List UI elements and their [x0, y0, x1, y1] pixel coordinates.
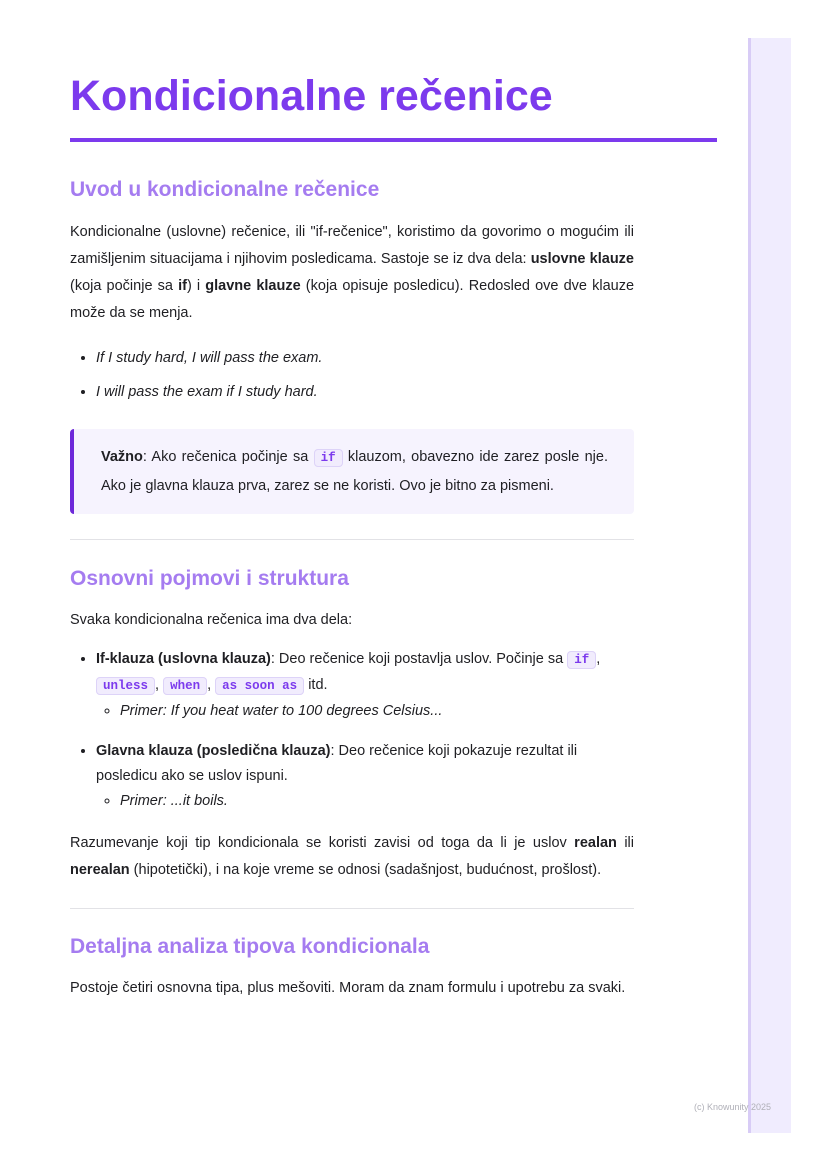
callout-label: Važno: [101, 449, 143, 465]
list-item: [96, 647, 634, 723]
page-title: Kondicionalne rečenice: [70, 72, 553, 120]
footer-copyright: (c) Knowunity 2025: [694, 1102, 772, 1112]
bold-term: if: [178, 278, 187, 294]
list-item: [120, 789, 634, 813]
text: (hipotetički), i na koje vreme se odnosi (sadašnjost, budućnost, prošlost).: [129, 862, 602, 878]
example-list: [70, 341, 634, 409]
sep: ,: [207, 677, 216, 693]
divider: [70, 908, 634, 909]
text: : Ako rečenica počinje sa: [142, 449, 314, 465]
analysis-paragraph: Postoje četiri osnovna tipa, plus mešoviti. Moram da znam formulu i upotrebu za svaki.: [70, 980, 626, 996]
text: klauzom, obavezno ide zarez posle nje. Ako je glavna klauza prva, zarez se ne koristi. Ovo je bitno za pismeni.: [101, 449, 608, 494]
example-text: Primer: ...it boils.: [120, 793, 228, 809]
code-when: when: [163, 677, 207, 695]
list-item: [96, 341, 634, 375]
clause-list: [70, 647, 634, 813]
bold-term: uslovne klauze: [530, 251, 634, 267]
important-callout: [70, 429, 634, 514]
sub-list: [96, 789, 634, 813]
text: Razumevanje koji tip kondicionala se koristi zavisi od toga da li je uslov: [70, 835, 575, 851]
text: ) i: [186, 278, 206, 294]
list-item: [96, 375, 634, 409]
bold-term: glavne klauze: [205, 278, 301, 294]
title-rule: [70, 138, 717, 142]
bold-term: nerealan: [70, 862, 130, 878]
code-unless: unless: [96, 677, 155, 695]
term: If-klauza (uslovna klauza): [96, 651, 271, 667]
list-item: [120, 699, 634, 723]
list-item: [96, 739, 634, 813]
side-panel: [748, 38, 791, 1133]
example-text: If I study hard, I will pass the exam.: [96, 350, 323, 366]
text: itd.: [304, 677, 328, 693]
sep: ,: [596, 651, 601, 667]
code-as-soon-as: as soon as: [215, 677, 304, 695]
example-text: Primer: If you heat water to 100 degrees Celsius...: [120, 703, 443, 719]
text: : Deo rečenice koji postavlja uslov. Počinje sa: [270, 651, 568, 667]
intro-paragraph: [70, 219, 634, 327]
code-if: if: [314, 449, 343, 467]
text: (koja opisuje posledicu). Redosled ove dve klauze može da se menja.: [70, 278, 635, 321]
section-heading-analysis: Detaljna analiza tipova kondicionala: [70, 935, 430, 958]
section-heading-intro: Uvod u kondicionalne rečenice: [70, 178, 380, 201]
code-if: if: [567, 651, 596, 669]
sub-list: [96, 699, 634, 723]
section-heading-basics: Osnovni pojmovi i struktura: [70, 567, 349, 590]
text: (koja počinje sa: [70, 278, 179, 294]
term: Glavna klauza (posledična klauza): [96, 743, 331, 759]
bold-term: realan: [574, 835, 617, 851]
text: ili: [616, 835, 634, 851]
basics-intro: Svaka kondicionalna rečenica ima dva dela:: [70, 612, 353, 628]
document: [70, 66, 634, 1002]
basics-outro: [70, 830, 634, 884]
example-text: I will pass the exam if I study hard.: [96, 384, 318, 400]
divider: [70, 539, 634, 540]
text: : Deo rečenice koji pokazuje rezultat ili posledicu ako se uslov ispuni.: [96, 743, 578, 784]
text: Kondicionalne (uslovne) rečenice, ili "if-rečenice", koristimo da govorimo o mogućim ili zamišljenim situacijama i njihovim posledicama. Sastoje se iz dva dela:: [70, 224, 634, 267]
sep: ,: [155, 677, 164, 693]
